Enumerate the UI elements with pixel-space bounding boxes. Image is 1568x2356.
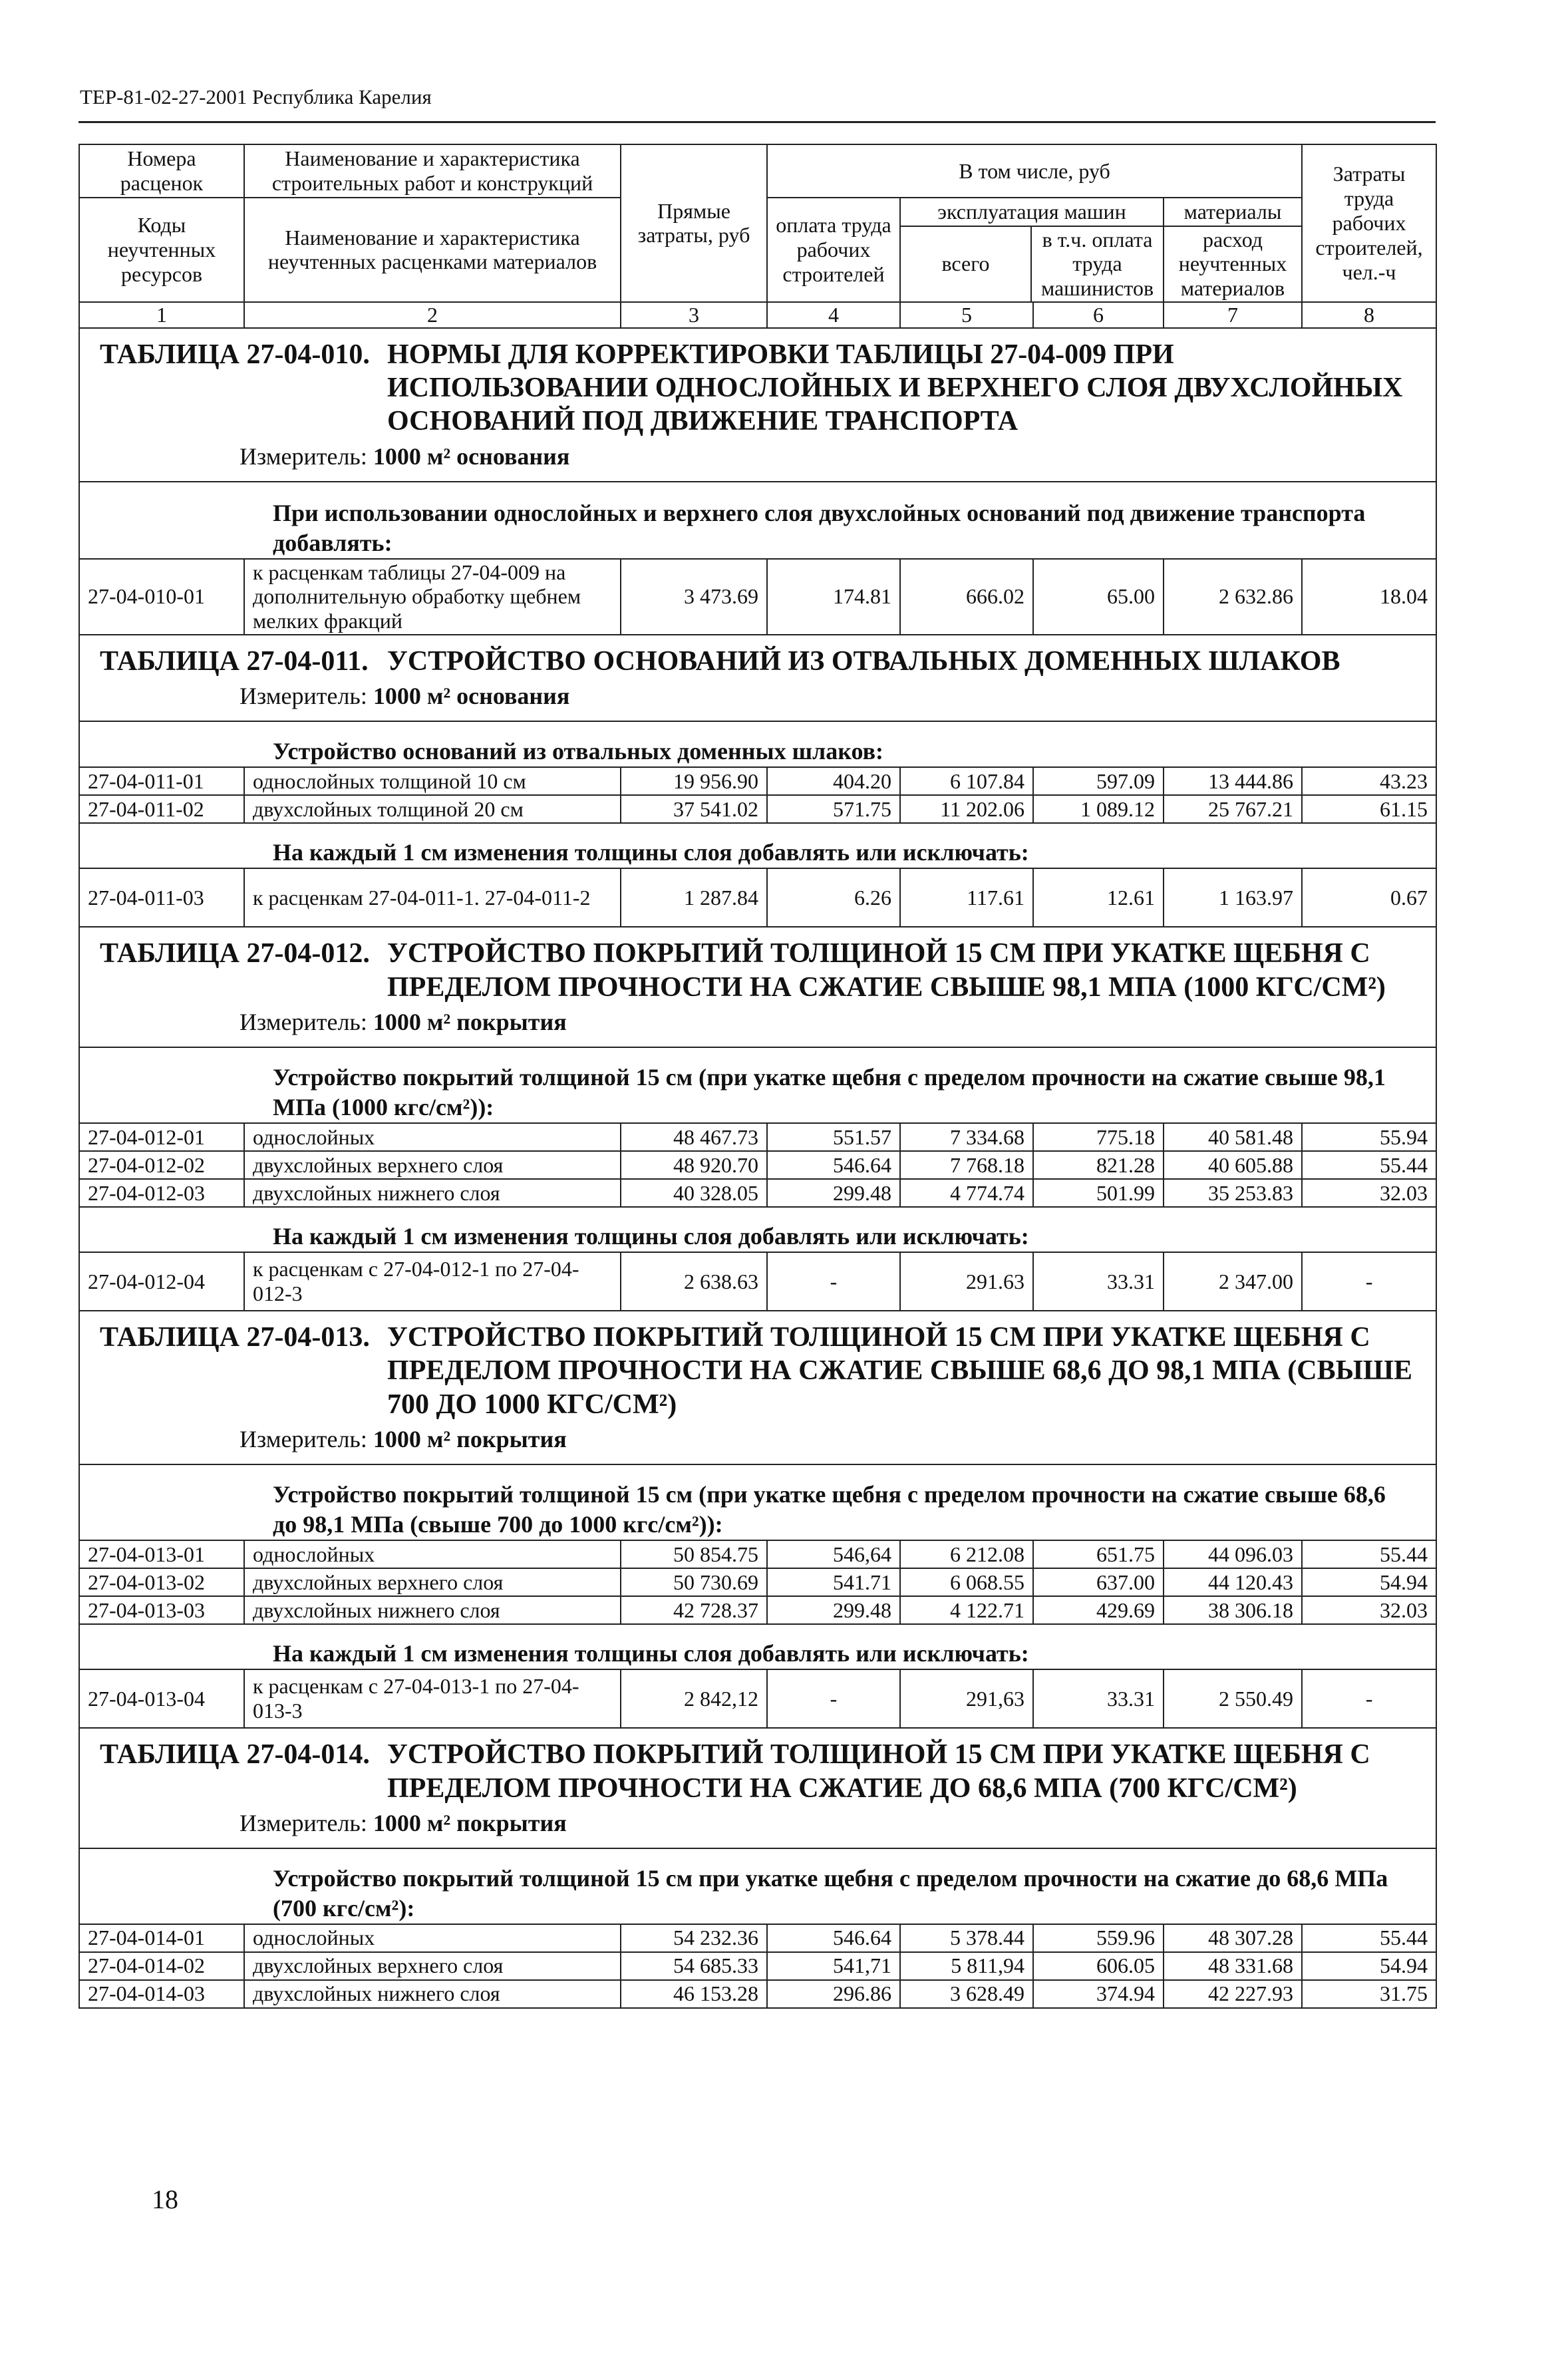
machine-wages: 597.09: [1033, 767, 1164, 795]
machines-total: 5 811,94: [900, 1952, 1033, 1980]
machines-total: 11 202.06: [900, 795, 1033, 823]
section-row: [79, 721, 1436, 767]
direct-costs: 2 842,12: [621, 1669, 767, 1728]
table-title: НОРМЫ ДЛЯ КОРРЕКТИРОВКИ ТАБЛИЦЫ 27-04-009 ПРИ ИСПОЛЬЗОВАНИИ ОДНОСЛОЙНЫХ И ВЕРХНЕГО СЛОЯ ДВУХСЛОЙНЫХ ОСНОВАНИЙ ПОД ДВИЖЕНИЕ ТРАНСПОРТА: [387, 339, 1403, 437]
rate-code: 27-04-014-01: [79, 1924, 244, 1952]
labor-hours: 18.04: [1302, 559, 1436, 635]
labor-wages: 571.75: [767, 795, 900, 823]
rate-name: к расценкам таблицы 27-04-009 на дополнительную обработку щебнем мелких фракций: [244, 559, 621, 635]
labor-hours: 54.94: [1302, 1568, 1436, 1596]
labor-hours: 55.94: [1302, 1123, 1436, 1151]
column-number: 7: [1164, 302, 1302, 328]
machines-total: 5 378.44: [900, 1924, 1033, 1952]
rate-name: двухслойных толщиной 20 см: [244, 795, 621, 823]
header-rate-numbers: Номера расценок: [79, 144, 244, 198]
direct-costs: 37 541.02: [621, 795, 767, 823]
rate-name: двухслойных верхнего слоя: [244, 1952, 621, 1980]
direct-costs: 3 473.69: [621, 559, 767, 635]
rate-code: 27-04-012-02: [79, 1151, 244, 1179]
table-row: [79, 1540, 1436, 1568]
direct-costs: 40 328.05: [621, 1179, 767, 1207]
rate-name: двухслойных нижнего слоя: [244, 1980, 621, 2008]
machine-wages: 429.69: [1033, 1596, 1164, 1624]
machine-wages: 637.00: [1033, 1568, 1164, 1596]
labor-hours: 32.03: [1302, 1179, 1436, 1207]
machine-wages: 12.61: [1033, 868, 1164, 927]
table-label: ТАБЛИЦА 27-04-014.: [100, 1739, 370, 1770]
machines-total: 4 122.71: [900, 1596, 1033, 1624]
table-row: [79, 1568, 1436, 1596]
materials: 44 096.03: [1164, 1540, 1302, 1568]
materials: 38 306.18: [1164, 1596, 1302, 1624]
labor-hours: 61.15: [1302, 795, 1436, 823]
section-row: [79, 1047, 1436, 1123]
machine-wages: 651.75: [1033, 1540, 1164, 1568]
page-header: ТЕР-81-02-27-2001 Республика Карелия: [80, 85, 432, 108]
machines-total: 6 068.55: [900, 1568, 1033, 1596]
materials: 25 767.21: [1164, 795, 1302, 823]
header-materials: материалы: [1164, 198, 1301, 227]
column-number: 5: [900, 302, 1033, 328]
table-title-row: [79, 1728, 1436, 1806]
measure-row: [79, 1806, 1436, 1848]
labor-wages: 546,64: [767, 1540, 900, 1568]
table-title: УСТРОЙСТВО ПОКРЫТИЙ ТОЛЩИНОЙ 15 СМ ПРИ УКАТКЕ ЩЕБНЯ С ПРЕДЕЛОМ ПРОЧНОСТИ НА СЖАТИЕ СВЫШЕ 68,6 ДО 98,1 МПА (СВЫШЕ 700 ДО 1000 КГС/СМ²): [387, 1321, 1413, 1420]
header-machines: эксплуатация машин: [901, 198, 1163, 227]
section-heading: Устройство оснований из отвальных доменных шлаков:: [79, 721, 1436, 767]
rate-name: двухслойных нижнего слоя: [244, 1596, 621, 1624]
header-direct-costs: Прямые затраты, руб: [621, 144, 767, 302]
column-number: 2: [244, 302, 621, 328]
header-machine-wages: в т.ч. оплата труда машинистов: [1040, 227, 1154, 301]
column-numbers-row: [79, 302, 1436, 328]
header-machines-group: [900, 198, 1164, 302]
header-row-1: [79, 144, 1436, 198]
labor-hours: 55.44: [1302, 1151, 1436, 1179]
add-heading: На каждый 1 см изменения толщины слоя добавлять или исключать:: [79, 1624, 1436, 1669]
measure-label: Измеритель:: [239, 443, 367, 470]
labor-wages: 299.48: [767, 1596, 900, 1624]
measure-label: Измеритель:: [239, 1810, 367, 1837]
materials: 44 120.43: [1164, 1568, 1302, 1596]
rate-name: двухслойных верхнего слоя: [244, 1568, 621, 1596]
rate-code: 27-04-011-03: [79, 868, 244, 927]
materials: 40 605.88: [1164, 1151, 1302, 1179]
materials: 13 444.86: [1164, 767, 1302, 795]
rate-code: 27-04-011-02: [79, 795, 244, 823]
header-labor-wages: оплата труда рабочих строителей: [767, 198, 900, 302]
direct-costs: 48 467.73: [621, 1123, 767, 1151]
direct-costs: 42 728.37: [621, 1596, 767, 1624]
header-including: В том числе, руб: [767, 144, 1302, 198]
rate-code: 27-04-013-01: [79, 1540, 244, 1568]
table-row: [79, 1924, 1436, 1952]
table-row: [79, 1596, 1436, 1624]
direct-costs: 1 287.84: [621, 868, 767, 927]
table-title-row: [79, 927, 1436, 1005]
table-label: ТАБЛИЦА 27-04-010.: [100, 339, 370, 370]
materials: 40 581.48: [1164, 1123, 1302, 1151]
direct-costs: 54 232.36: [621, 1924, 767, 1952]
section-row: [79, 1464, 1436, 1540]
measure-row: [79, 440, 1436, 482]
rate-name: однослойных: [244, 1924, 621, 1952]
materials: 48 307.28: [1164, 1924, 1302, 1952]
table-row: [79, 559, 1436, 635]
header-material-name: Наименование и характеристика неучтенных расценками материалов: [244, 198, 621, 302]
page-number: 18: [152, 2184, 178, 2214]
machines-total: 291,63: [900, 1669, 1033, 1728]
materials: 2 632.86: [1164, 559, 1302, 635]
measure-value: 1000 м² покрытия: [373, 1426, 567, 1453]
section-heading: Устройство покрытий толщиной 15 см (при укатке щебня с пределом прочности на сжатие свыше 68,6 до 98,1 МПа (свыше 700 до 1000 кгс/см²)):: [79, 1464, 1436, 1540]
labor-wages: 541.71: [767, 1568, 900, 1596]
measure-value: 1000 м² покрытия: [373, 1009, 567, 1036]
table-row: [79, 1151, 1436, 1179]
section-row: [79, 482, 1436, 559]
machines-total: 3 628.49: [900, 1980, 1033, 2008]
add-heading: На каждый 1 см изменения толщины слоя добавлять или исключать:: [79, 823, 1436, 868]
table-row: [79, 1179, 1436, 1207]
direct-costs: 48 920.70: [621, 1151, 767, 1179]
labor-hours: 54.94: [1302, 1952, 1436, 1980]
rate-code: 27-04-013-03: [79, 1596, 244, 1624]
rate-code: 27-04-011-01: [79, 767, 244, 795]
labor-hours: 0.67: [1302, 868, 1436, 927]
header-rule: [78, 121, 1436, 123]
measure-row: [79, 1005, 1436, 1047]
machine-wages: 374.94: [1033, 1980, 1164, 2008]
header-machines-total: всего: [901, 227, 1032, 301]
add-heading: На каждый 1 см изменения толщины слоя добавлять или исключать:: [79, 1207, 1436, 1252]
rate-name: однослойных толщиной 10 см: [244, 767, 621, 795]
machines-total: 6 107.84: [900, 767, 1033, 795]
add-row: [79, 1624, 1436, 1669]
labor-wages: 546.64: [767, 1924, 900, 1952]
header-materials-group: [1164, 198, 1302, 302]
labor-hours: -: [1302, 1669, 1436, 1728]
rate-code: 27-04-013-04: [79, 1669, 244, 1728]
measure-value: 1000 м² покрытия: [373, 1810, 567, 1837]
measure-value: 1000 м² основания: [373, 683, 570, 710]
direct-costs: 54 685.33: [621, 1952, 767, 1980]
section-heading: Устройство покрытий толщиной 15 см (при укатке щебня с пределом прочности на сжатие свыше 98,1 МПа (1000 кгс/см²)):: [79, 1047, 1436, 1123]
machines-total: 291.63: [900, 1252, 1033, 1311]
machine-wages: 821.28: [1033, 1151, 1164, 1179]
direct-costs: 2 638.63: [621, 1252, 767, 1311]
rate-code: 27-04-012-04: [79, 1252, 244, 1311]
column-number: 1: [79, 302, 244, 328]
machine-wages: 775.18: [1033, 1123, 1164, 1151]
table-row: [79, 1123, 1436, 1151]
labor-hours: 31.75: [1302, 1980, 1436, 2008]
labor-wages: 299.48: [767, 1179, 900, 1207]
materials: 2 550.49: [1164, 1669, 1302, 1728]
labor-hours: -: [1302, 1252, 1436, 1311]
column-number: 4: [767, 302, 900, 328]
table-row: [79, 868, 1436, 927]
rate-name: к расценкам с 27-04-013-1 по 27-04-013-3: [244, 1669, 621, 1728]
table-label: ТАБЛИЦА 27-04-013.: [100, 1321, 370, 1353]
table-label: ТАБЛИЦА 27-04-012.: [100, 938, 370, 969]
measure-label: Измеритель:: [239, 683, 367, 710]
machine-wages: 65.00: [1033, 559, 1164, 635]
direct-costs: 46 153.28: [621, 1980, 767, 2008]
direct-costs: 50 730.69: [621, 1568, 767, 1596]
labor-hours: 55.44: [1302, 1924, 1436, 1952]
rate-name: к расценкам с 27-04-012-1 по 27-04-012-3: [244, 1252, 621, 1311]
labor-wages: -: [767, 1252, 900, 1311]
labor-wages: 6.26: [767, 868, 900, 927]
labor-wages: 546.64: [767, 1151, 900, 1179]
rate-code: 27-04-012-01: [79, 1123, 244, 1151]
measure-row: [79, 679, 1436, 721]
table-row: [79, 795, 1436, 823]
labor-wages: 541,71: [767, 1952, 900, 1980]
direct-costs: 50 854.75: [621, 1540, 767, 1568]
rate-name: двухслойных верхнего слоя: [244, 1151, 621, 1179]
measure-row: [79, 1423, 1436, 1464]
machine-wages: 501.99: [1033, 1179, 1164, 1207]
machine-wages: 33.31: [1033, 1252, 1164, 1311]
rate-code: 27-04-013-02: [79, 1568, 244, 1596]
table-title: УСТРОЙСТВО ОСНОВАНИЙ ИЗ ОТВАЛЬНЫХ ДОМЕННЫХ ШЛАКОВ: [387, 645, 1340, 677]
machines-total: 117.61: [900, 868, 1033, 927]
table-row: [79, 1252, 1436, 1311]
measure-label: Измеритель:: [239, 1009, 367, 1036]
machine-wages: 1 089.12: [1033, 795, 1164, 823]
materials: 42 227.93: [1164, 1980, 1302, 2008]
machine-wages: 33.31: [1033, 1669, 1164, 1728]
machines-total: 6 212.08: [900, 1540, 1033, 1568]
machines-total: 4 774.74: [900, 1179, 1033, 1207]
table-title-row: [79, 328, 1436, 440]
table-row: [79, 1669, 1436, 1728]
add-row: [79, 823, 1436, 868]
section-heading: Устройство покрытий толщиной 15 см при укатке щебня с пределом прочности на сжатие до 68,6 МПа (700 кгс/см²):: [79, 1848, 1436, 1924]
rate-name: двухслойных нижнего слоя: [244, 1179, 621, 1207]
header-materials-unaccounted: расход неучтенных материалов: [1178, 227, 1287, 301]
rates-table: [78, 144, 1437, 2009]
machines-total: 666.02: [900, 559, 1033, 635]
rate-code: 27-04-014-03: [79, 1980, 244, 2008]
labor-wages: 174.81: [767, 559, 900, 635]
labor-wages: 551.57: [767, 1123, 900, 1151]
add-row: [79, 1207, 1436, 1252]
rate-name: однослойных: [244, 1123, 621, 1151]
rate-code: 27-04-012-03: [79, 1179, 244, 1207]
materials: 2 347.00: [1164, 1252, 1302, 1311]
header-resource-codes: Коды неучтенных ресурсов: [79, 198, 244, 302]
materials: 35 253.83: [1164, 1179, 1302, 1207]
rate-name: однослойных: [244, 1540, 621, 1568]
labor-hours: 55.44: [1302, 1540, 1436, 1568]
labor-wages: -: [767, 1669, 900, 1728]
labor-wages: 404.20: [767, 767, 900, 795]
rate-name: к расценкам 27-04-011-1. 27-04-011-2: [244, 868, 621, 927]
machine-wages: 606.05: [1033, 1952, 1164, 1980]
column-number: 3: [621, 302, 767, 328]
labor-hours: 32.03: [1302, 1596, 1436, 1624]
table-title-row: [79, 635, 1436, 679]
labor-hours: 43.23: [1302, 767, 1436, 795]
table-title: УСТРОЙСТВО ПОКРЫТИЙ ТОЛЩИНОЙ 15 СМ ПРИ УКАТКЕ ЩЕБНЯ С ПРЕДЕЛОМ ПРОЧНОСТИ НА СЖАТИЕ ДО 68,6 МПА (700 КГС/СМ²): [387, 1739, 1370, 1804]
materials: 1 163.97: [1164, 868, 1302, 927]
header-labor-hours: Затраты труда рабочих строителей, чел.-ч: [1302, 144, 1436, 302]
direct-costs: 19 956.90: [621, 767, 767, 795]
table-label: ТАБЛИЦА 27-04-011.: [100, 645, 369, 677]
measure-label: Измеритель:: [239, 1426, 367, 1453]
rate-code: 27-04-010-01: [79, 559, 244, 635]
table-row: [79, 767, 1436, 795]
header-work-name: Наименование и характеристика строительных работ и конструкций: [244, 144, 621, 198]
machines-total: 7 334.68: [900, 1123, 1033, 1151]
section-row: [79, 1848, 1436, 1924]
labor-wages: 296.86: [767, 1980, 900, 2008]
materials: 48 331.68: [1164, 1952, 1302, 1980]
table-row: [79, 1980, 1436, 2008]
machines-total: 7 768.18: [900, 1151, 1033, 1179]
machine-wages: 559.96: [1033, 1924, 1164, 1952]
table-title-row: [79, 1311, 1436, 1423]
measure-value: 1000 м² основания: [373, 443, 570, 470]
column-number: 8: [1302, 302, 1436, 328]
column-number: 6: [1033, 302, 1164, 328]
table-row: [79, 1952, 1436, 1980]
section-heading: При использовании однослойных и верхнего слоя двухслойных оснований под движение транспорта добавлять:: [79, 482, 1436, 559]
rate-code: 27-04-014-02: [79, 1952, 244, 1980]
table-title: УСТРОЙСТВО ПОКРЫТИЙ ТОЛЩИНОЙ 15 СМ ПРИ УКАТКЕ ЩЕБНЯ С ПРЕДЕЛОМ ПРОЧНОСТИ НА СЖАТИЕ СВЫШЕ 98,1 МПА (1000 КГС/СМ²): [387, 938, 1386, 1003]
